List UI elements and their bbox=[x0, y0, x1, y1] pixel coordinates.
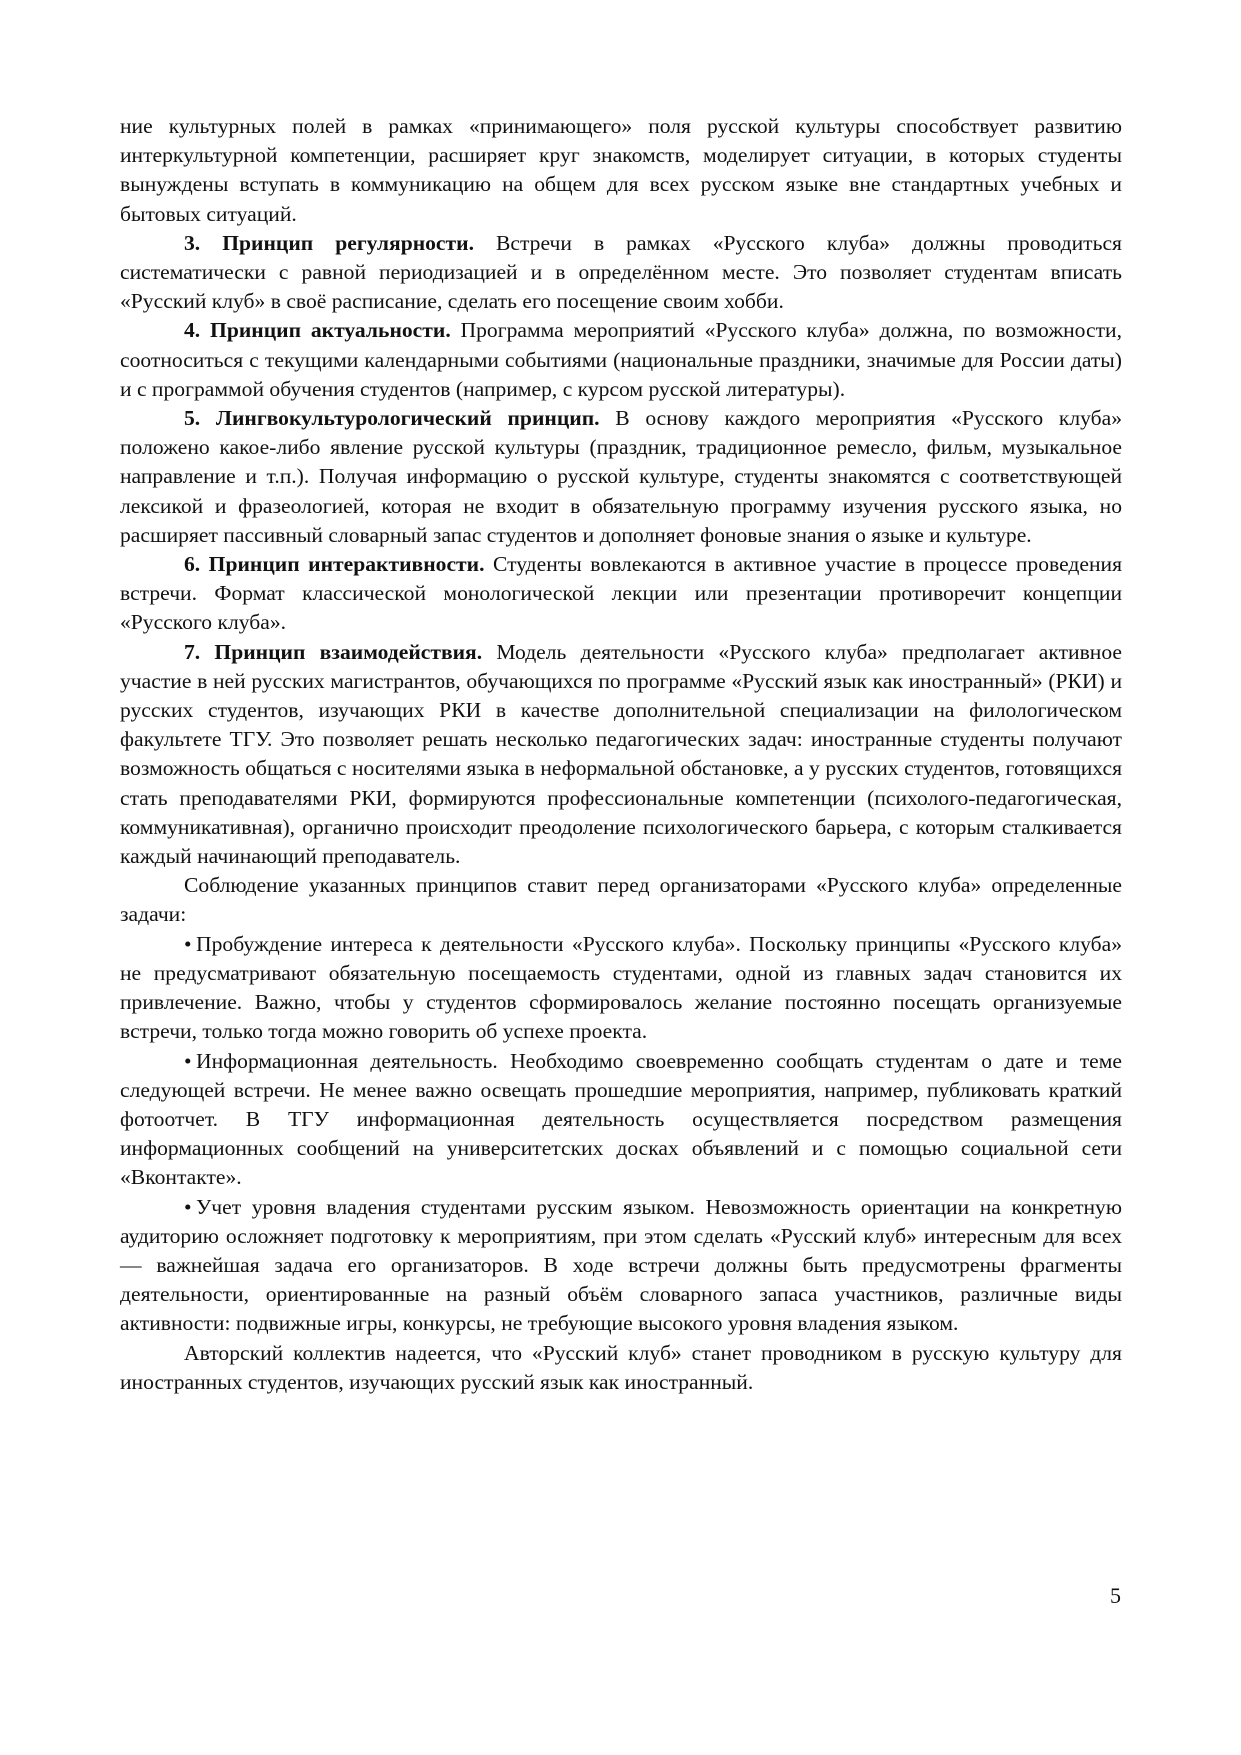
conclusion-paragraph: Авторский коллектив надеется, что «Русский клуб» станет проводником в русскую культуру для иностранных студентов, изучающих русский язык как иностранный. bbox=[120, 1340, 1122, 1394]
bullet-item-information bbox=[120, 1047, 1122, 1193]
bullet-icon: • bbox=[184, 1194, 192, 1219]
principle-text: Программа мероприятий «Русского клуба» должна, по возможности, соотноситься с текущими календарными событиями (национальные праздники, значимые для России даты) и с программой обучения студентов (например, с курсом русской литературы). bbox=[120, 318, 1122, 401]
page-number: 5 bbox=[1110, 1583, 1121, 1608]
bullet-item-language-level bbox=[120, 1193, 1122, 1339]
principle-7 bbox=[120, 638, 1122, 872]
bullet-text: Пробуждение интереса к деятельности «Русского клуба». Поскольку принципы «Русского клуба» не предусматривают обязательную посещаемость студентами, одной из главных задач становится их привлечение. Важно, чтобы у студентов сформировалось желание постоянно посещать организуемые встречи, только тогда можно говорить об успехе проекта. bbox=[120, 931, 1122, 1044]
bullet-icon: • bbox=[184, 1048, 192, 1073]
principle-heading: 3. Принцип регулярности. bbox=[184, 230, 474, 255]
principle-text: Модель деятельности «Русского клуба» предполагает активное участие в ней русских магистрантов, обучающихся по программе «Русский язык как иностранный» (РКИ) и русских студентов, изучающих РКИ в качестве дополнительной специализации на филологическом факультете ТГУ. Это позволяет решать несколько педагогических задач: иностранные студенты получают возможность общаться с носителями языка в неформальной обстановке, а у русских студентов, готовящихся стать преподавателями РКИ, формируются профессиональные компетенции (психолого-педагогическая, коммуникативная), органично происходит преодоление психологического барьера, с которым сталкивается каждый начинающий преподаватель. bbox=[120, 639, 1122, 869]
principle-6 bbox=[120, 550, 1122, 638]
principle-heading: 6. Принцип интерактивности. bbox=[184, 552, 485, 577]
principle-heading: 7. Принцип взаимодействия. bbox=[184, 639, 483, 664]
bullet-icon: • bbox=[184, 931, 192, 956]
page-body bbox=[120, 112, 1122, 1397]
principle-text: Встречи в рамках «Русского клуба» должны проводиться систематически с равной периодизацией и в определённом месте. Это позволяет студентам вписать «Русский клуб» в своё расписание, сделать его посещение своим хобби. bbox=[120, 230, 1122, 314]
bullet-text: Информационная деятельность. Необходимо своевременно сообщать студентам о дате и теме следующей встречи. Не менее важно освещать прошедшие мероприятия, например, публиковать краткий фотоотчет. В ТГУ информационная деятельность осуществляется посредством размещения информационных сообщений на университетских досках объявлений и с помощью социальной сети «Вконтакте». bbox=[120, 1048, 1122, 1190]
principle-text: Студенты вовлекаются в активное участие в процессе проведения встречи. Формат классической монологической лекции или презентации противоречит концепции «Русского клуба». bbox=[120, 552, 1122, 635]
principle-heading: 5. Лингвокультурологический принцип. bbox=[184, 406, 600, 431]
principle-heading: 4. Принцип актуальности. bbox=[184, 318, 451, 343]
paragraph-continuation: ние культурных полей в рамках «принимающего» поля русской культуры способствует развитию интеркультурной компетенции, расширяет круг знакомств, моделирует ситуации, в которых студенты вынуждены вступать в коммуникацию на общем для всех русском языке вне стандартных учебных и бытовых ситуаций. bbox=[120, 114, 1122, 226]
principle-5 bbox=[120, 404, 1122, 550]
principle-text: В основу каждого мероприятия «Русского клуба» положено какое-либо явление русской культуры (праздник, традиционное ремесло, фильм, музыкальное направление и т.п.). Получая информацию о русской культуре, студенты знакомятся с соответствующей лексикой и фразеологией, которая не входит в обязательную программу изучения русского языка, но расширяет пассивный словарный запас студентов и дополняет фоновые знания о языке и культуре. bbox=[120, 406, 1122, 547]
principle-4 bbox=[120, 316, 1122, 404]
bullet-item-interest bbox=[120, 930, 1122, 1047]
principle-3 bbox=[120, 229, 1122, 317]
tasks-intro: Соблюдение указанных принципов ставит перед организаторами «Русского клуба» определенные задачи: bbox=[120, 873, 1122, 927]
bullet-text: Учет уровня владения студентами русским языком. Невозможность ориентации на конкретную аудиторию осложняет подготовку к мероприятиям, при этом сделать «Русский клуб» интересным для всех — важнейшая задача его организаторов. В ходе встречи должны быть предусмотрены фрагменты деятельности, ориентированные на разный объём словарного запаса участников, различные виды активности: подвижные игры, конкурсы, не требующие высокого уровня владения языком. bbox=[120, 1194, 1122, 1336]
